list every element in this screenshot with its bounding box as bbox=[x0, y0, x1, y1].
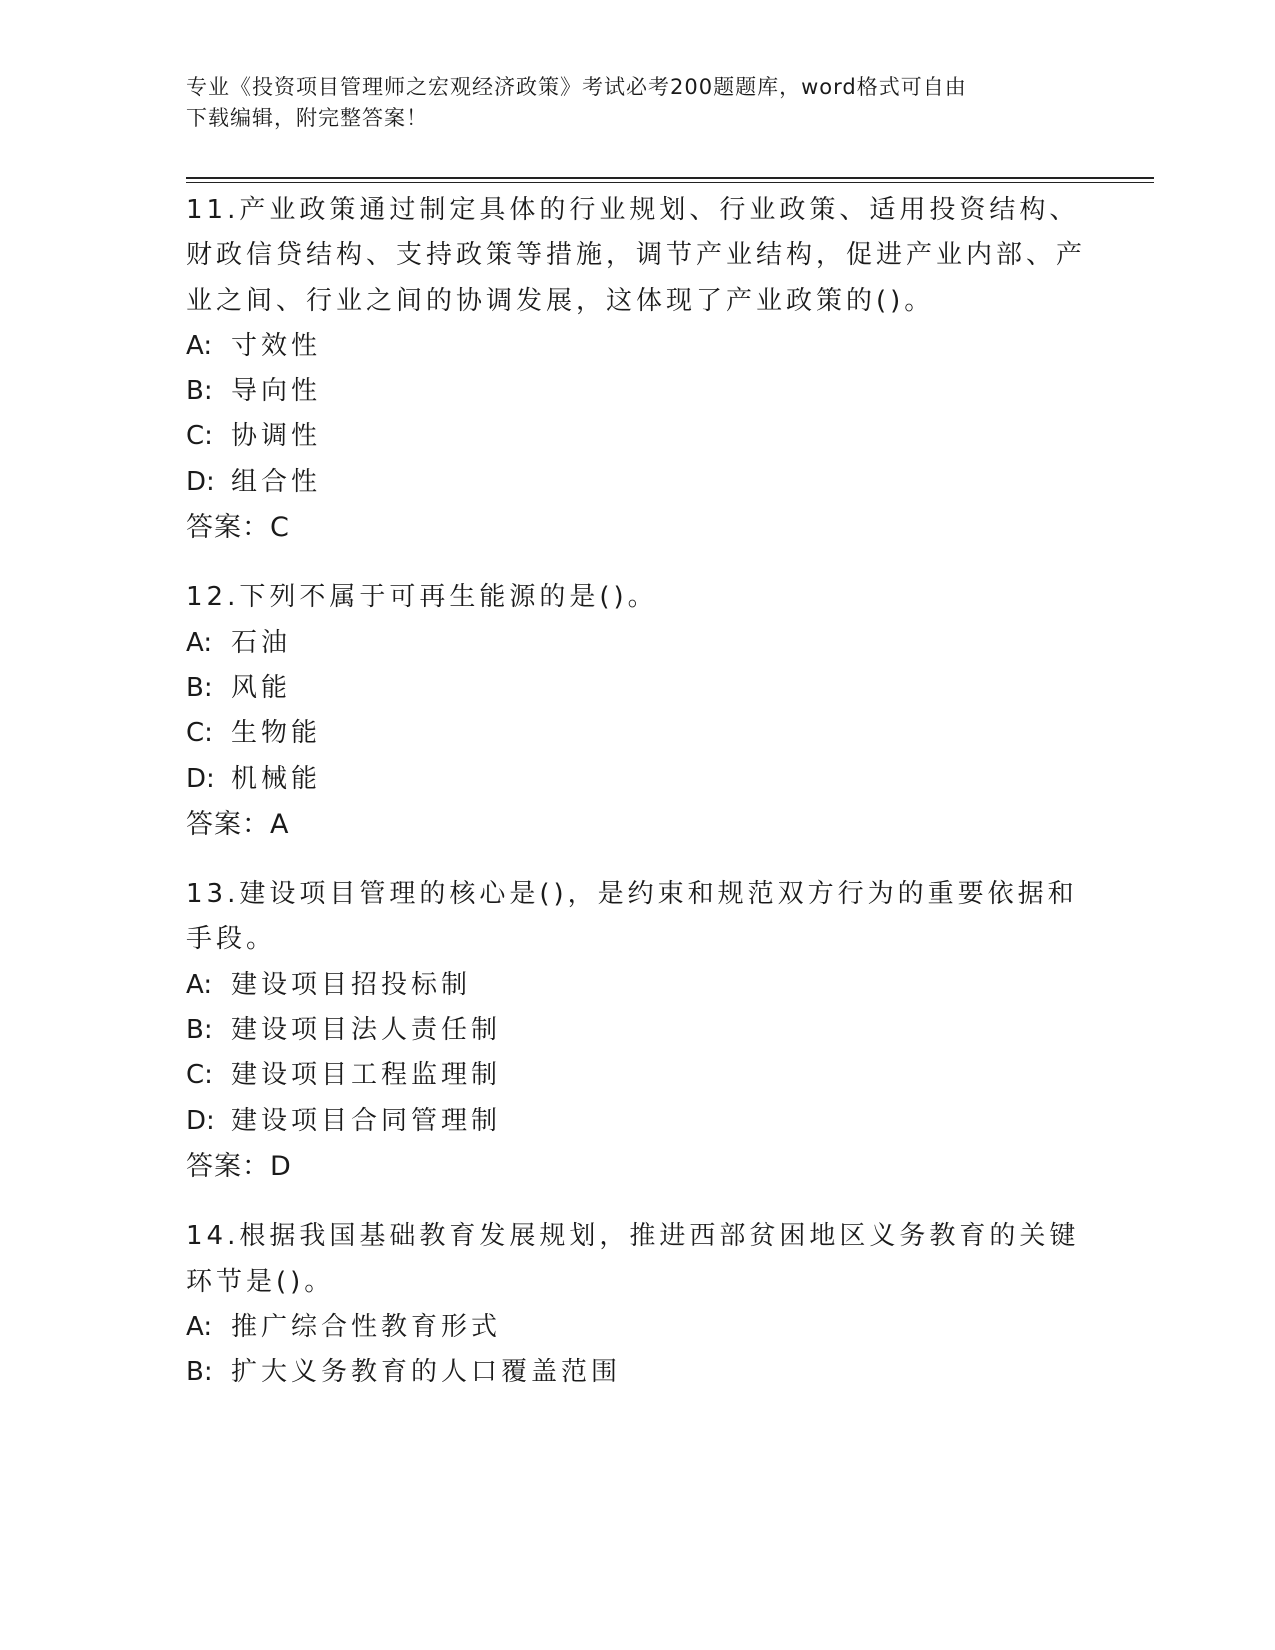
answer-line: 答案：C bbox=[186, 512, 290, 544]
option-text: 组合性 bbox=[231, 466, 322, 497]
option-text: 协调性 bbox=[231, 421, 322, 452]
option-letter: C: bbox=[186, 718, 213, 749]
option-text: 建设项目招投标制 bbox=[231, 969, 472, 1000]
option-b bbox=[186, 1008, 1086, 1053]
option-text: 建设项目法人责任制 bbox=[231, 1015, 502, 1046]
header-divider-thick bbox=[186, 177, 1154, 179]
option-text: 石油 bbox=[231, 627, 292, 658]
question-13 bbox=[186, 872, 1086, 1189]
question-11 bbox=[186, 188, 1086, 550]
option-letter: B: bbox=[186, 1015, 213, 1046]
option-letter: D: bbox=[186, 763, 215, 794]
option-a bbox=[186, 324, 1086, 369]
option-letter: A: bbox=[186, 627, 213, 658]
option-text: 推广综合性教育形式 bbox=[231, 1311, 502, 1342]
option-letter: D: bbox=[186, 1105, 215, 1136]
question-stem: 14.根据我国基础教育发展规划，推进西部贫困地区义务教育的关键环节是()。 bbox=[186, 1221, 1080, 1297]
option-c bbox=[186, 414, 1086, 459]
option-b bbox=[186, 369, 1086, 414]
option-a bbox=[186, 963, 1086, 1008]
question-stem: 12.下列不属于可再生能源的是()。 bbox=[186, 582, 658, 613]
answer-line: 答案：D bbox=[186, 1150, 292, 1182]
option-a bbox=[186, 621, 1086, 666]
option-letter: B: bbox=[186, 376, 213, 407]
option-text: 建设项目合同管理制 bbox=[231, 1105, 502, 1136]
option-letter: A: bbox=[186, 969, 213, 1000]
option-c bbox=[186, 711, 1086, 756]
answer-line: 答案：A bbox=[186, 808, 290, 840]
option-letter: C: bbox=[186, 1060, 213, 1091]
document-header bbox=[186, 72, 1066, 134]
option-d bbox=[186, 757, 1086, 802]
option-text: 导向性 bbox=[231, 376, 322, 407]
question-14 bbox=[186, 1214, 1086, 1395]
question-12 bbox=[186, 575, 1086, 847]
option-letter: B: bbox=[186, 1357, 213, 1388]
option-letter: A: bbox=[186, 1311, 213, 1342]
option-text: 建设项目工程监理制 bbox=[231, 1060, 502, 1091]
question-list bbox=[186, 188, 1086, 1420]
option-b bbox=[186, 666, 1086, 711]
option-b bbox=[186, 1350, 1086, 1395]
option-letter: C: bbox=[186, 421, 213, 452]
header-line-1: 专业《投资项目管理师之宏观经济政策》考试必考200题题库，word格式可自由 bbox=[186, 75, 967, 99]
header-divider-thin bbox=[186, 182, 1154, 183]
header-line-2: 下载编辑，附完整答案！ bbox=[186, 106, 428, 130]
option-text: 风能 bbox=[231, 672, 292, 703]
option-letter: D: bbox=[186, 466, 215, 497]
option-d bbox=[186, 1099, 1086, 1144]
option-text: 寸效性 bbox=[231, 330, 322, 361]
question-stem: 11.产业政策通过制定具体的行业规划、行业政策、适用投资结构、财政信贷结构、支持政策等措施，调节产业结构，促进产业内部、产业之间、行业之间的协调发展，这体现了产业政策的()。 bbox=[186, 195, 1087, 316]
option-letter: A: bbox=[186, 330, 213, 361]
option-text: 机械能 bbox=[231, 763, 322, 794]
option-a bbox=[186, 1305, 1086, 1350]
option-text: 生物能 bbox=[231, 718, 322, 749]
option-text: 扩大义务教育的人口覆盖范围 bbox=[231, 1357, 622, 1388]
question-stem: 13.建设项目管理的核心是()，是约束和规范双方行为的重要依据和手段。 bbox=[186, 879, 1078, 955]
option-letter: B: bbox=[186, 672, 213, 703]
option-d bbox=[186, 460, 1086, 505]
option-c bbox=[186, 1053, 1086, 1098]
